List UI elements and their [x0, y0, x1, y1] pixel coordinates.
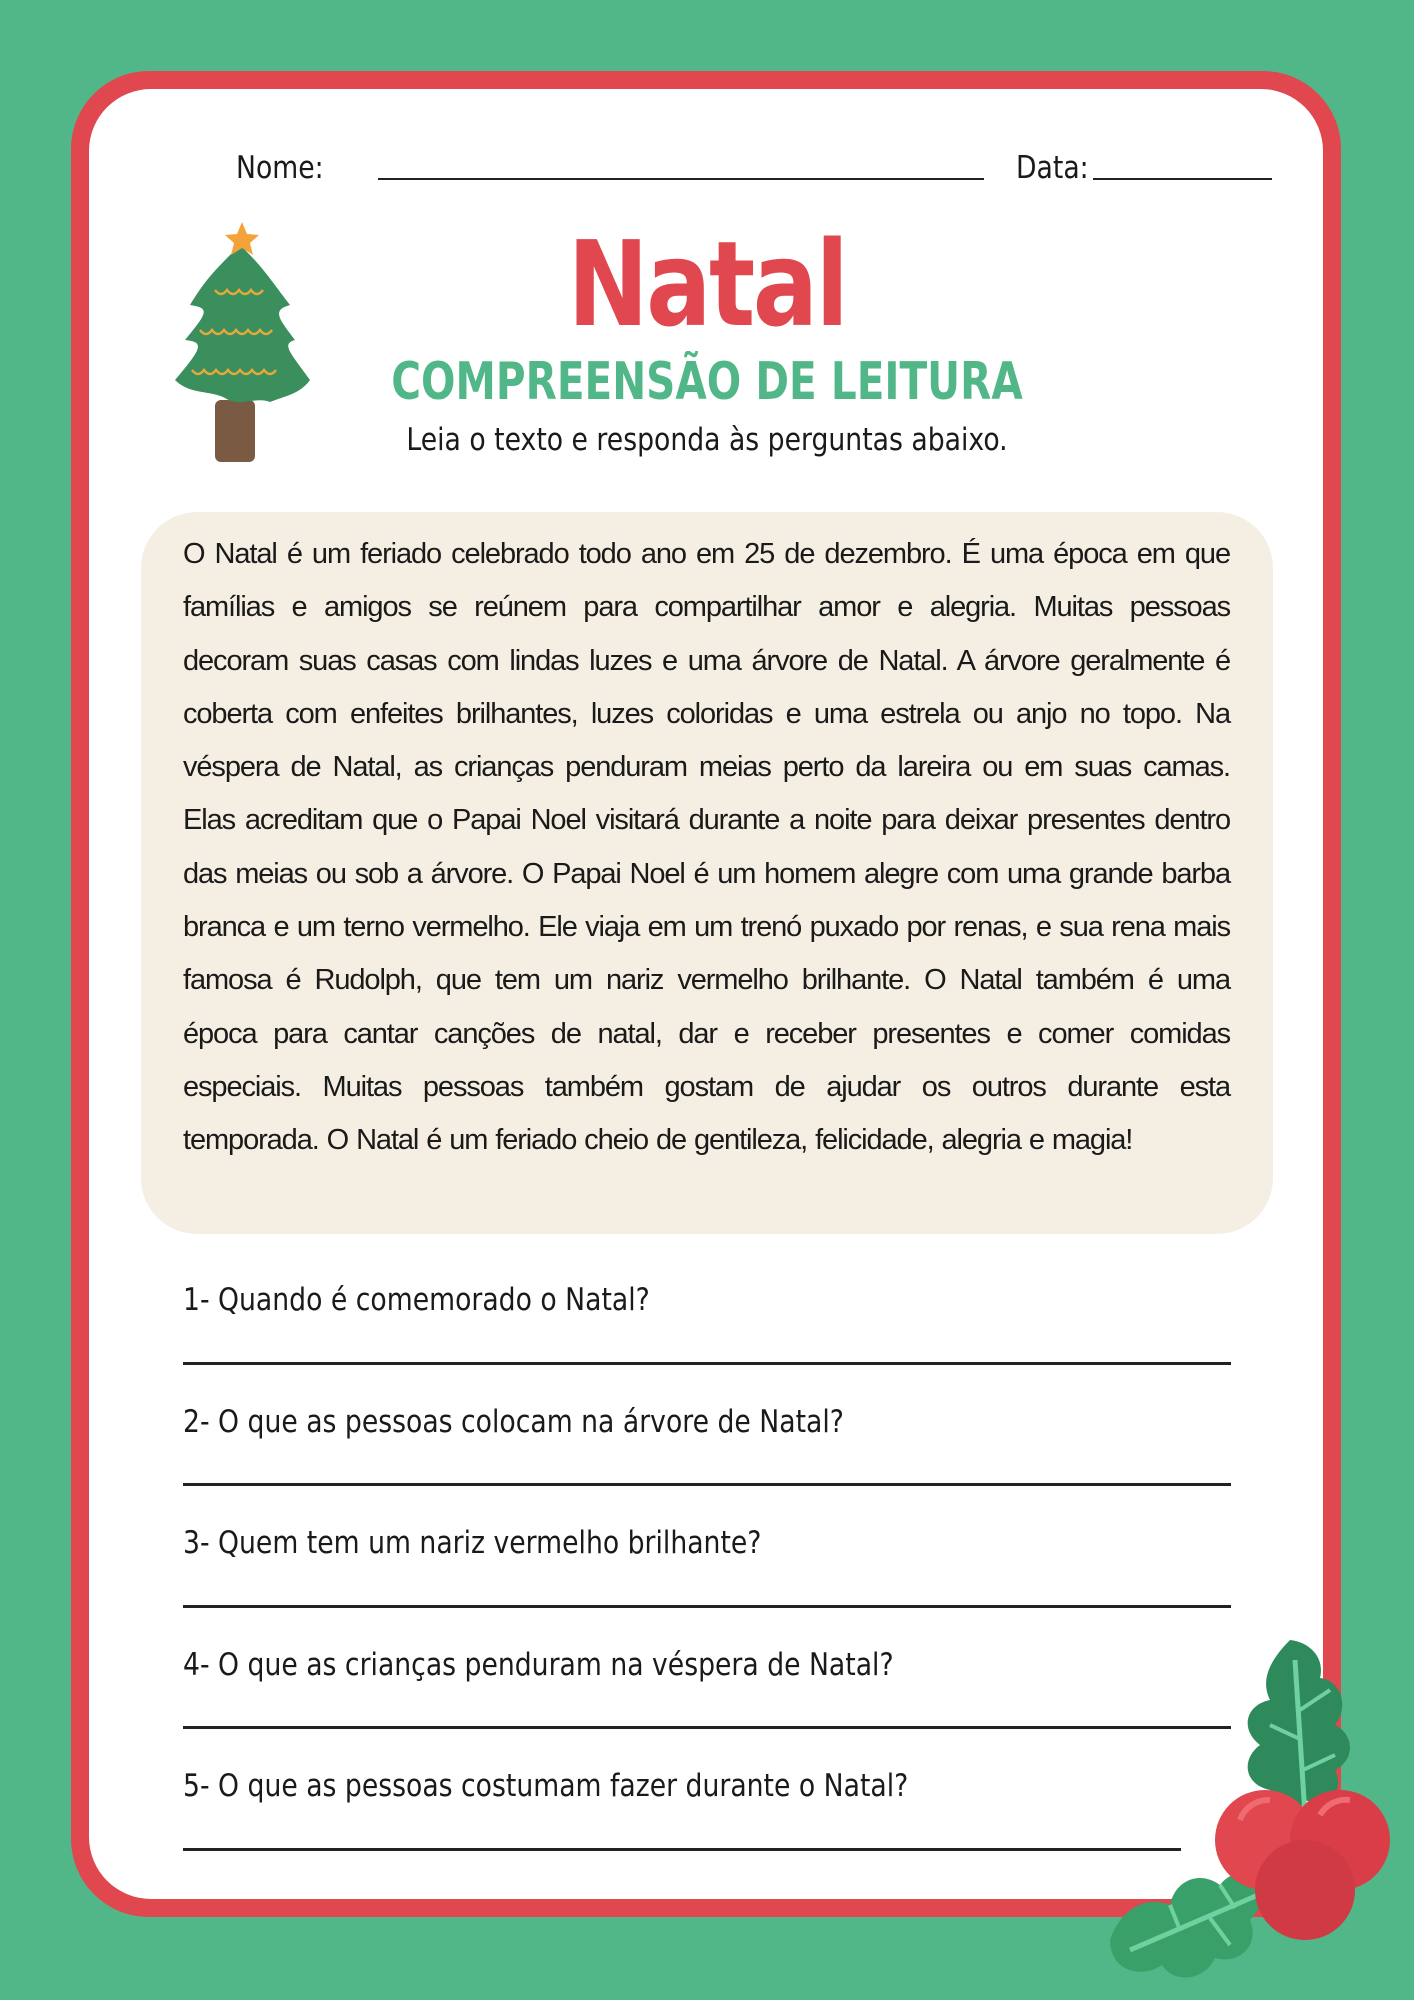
instructions: Leia o texto e responda às perguntas abaixo. — [406, 422, 1008, 458]
date-label: Data: — [1016, 150, 1089, 186]
holly-berries-icon — [1090, 1620, 1414, 2000]
reading-passage: O Natal é um feriado celebrado todo ano em 25 de dezembro. É uma época em que famílias e amigos se reúnem para compartilhar amor e alegria. Muitas pessoas decoram suas casas com lindas luzes e uma árvore de Natal. A árvore geralmente é coberta com enfeites brilhantes, luzes coloridas e uma estrela ou anjo no topo. Na véspera de Natal, as crianças penduram meias perto da lareira ou em suas camas. Elas acreditam que o Papai Noel visitará durante a noite para deixar presentes dentro das meias ou sob a árvore. O Papai Noel é um homem alegre com uma grande barba branca e um terno vermelho. Ele viaja em um trenó puxado por renas, e sua rena mais famosa é Rudolph, que tem um nariz vermelho brilhante. O Natal também é uma época para cantar canções de natal, dar e receber presentes e comer comidas especiais. Muitas pessoas também gostam de ajudar os outros durante esta temporada. O Natal é um feriado cheio de gentileza, felicidade, alegria e magia! — [183, 538, 1230, 1157]
answer-line-4[interactable] — [183, 1726, 1231, 1729]
page-subtitle: COMPREENSÃO DE LEITURA — [391, 352, 1023, 412]
question-5: 5- O que as pessoas costumam fazer durante o Natal? — [183, 1768, 909, 1804]
answer-line-3[interactable] — [183, 1605, 1231, 1608]
answer-line-2[interactable] — [183, 1483, 1231, 1486]
question-1: 1- Quando é comemorado o Natal? — [183, 1282, 650, 1318]
question-3: 3- Quem tem um nariz vermelho brilhante? — [183, 1525, 762, 1561]
answer-line-1[interactable] — [183, 1362, 1231, 1365]
question-2: 2- O que as pessoas colocam na árvore de Natal? — [183, 1404, 844, 1440]
date-line[interactable] — [1093, 178, 1272, 180]
question-4: 4- O que as crianças penduram na véspera de Natal? — [183, 1647, 894, 1683]
answer-line-5[interactable] — [183, 1848, 1181, 1851]
name-label: Nome: — [236, 150, 324, 186]
page-title: Natal — [567, 215, 847, 353]
name-line[interactable] — [378, 178, 984, 180]
